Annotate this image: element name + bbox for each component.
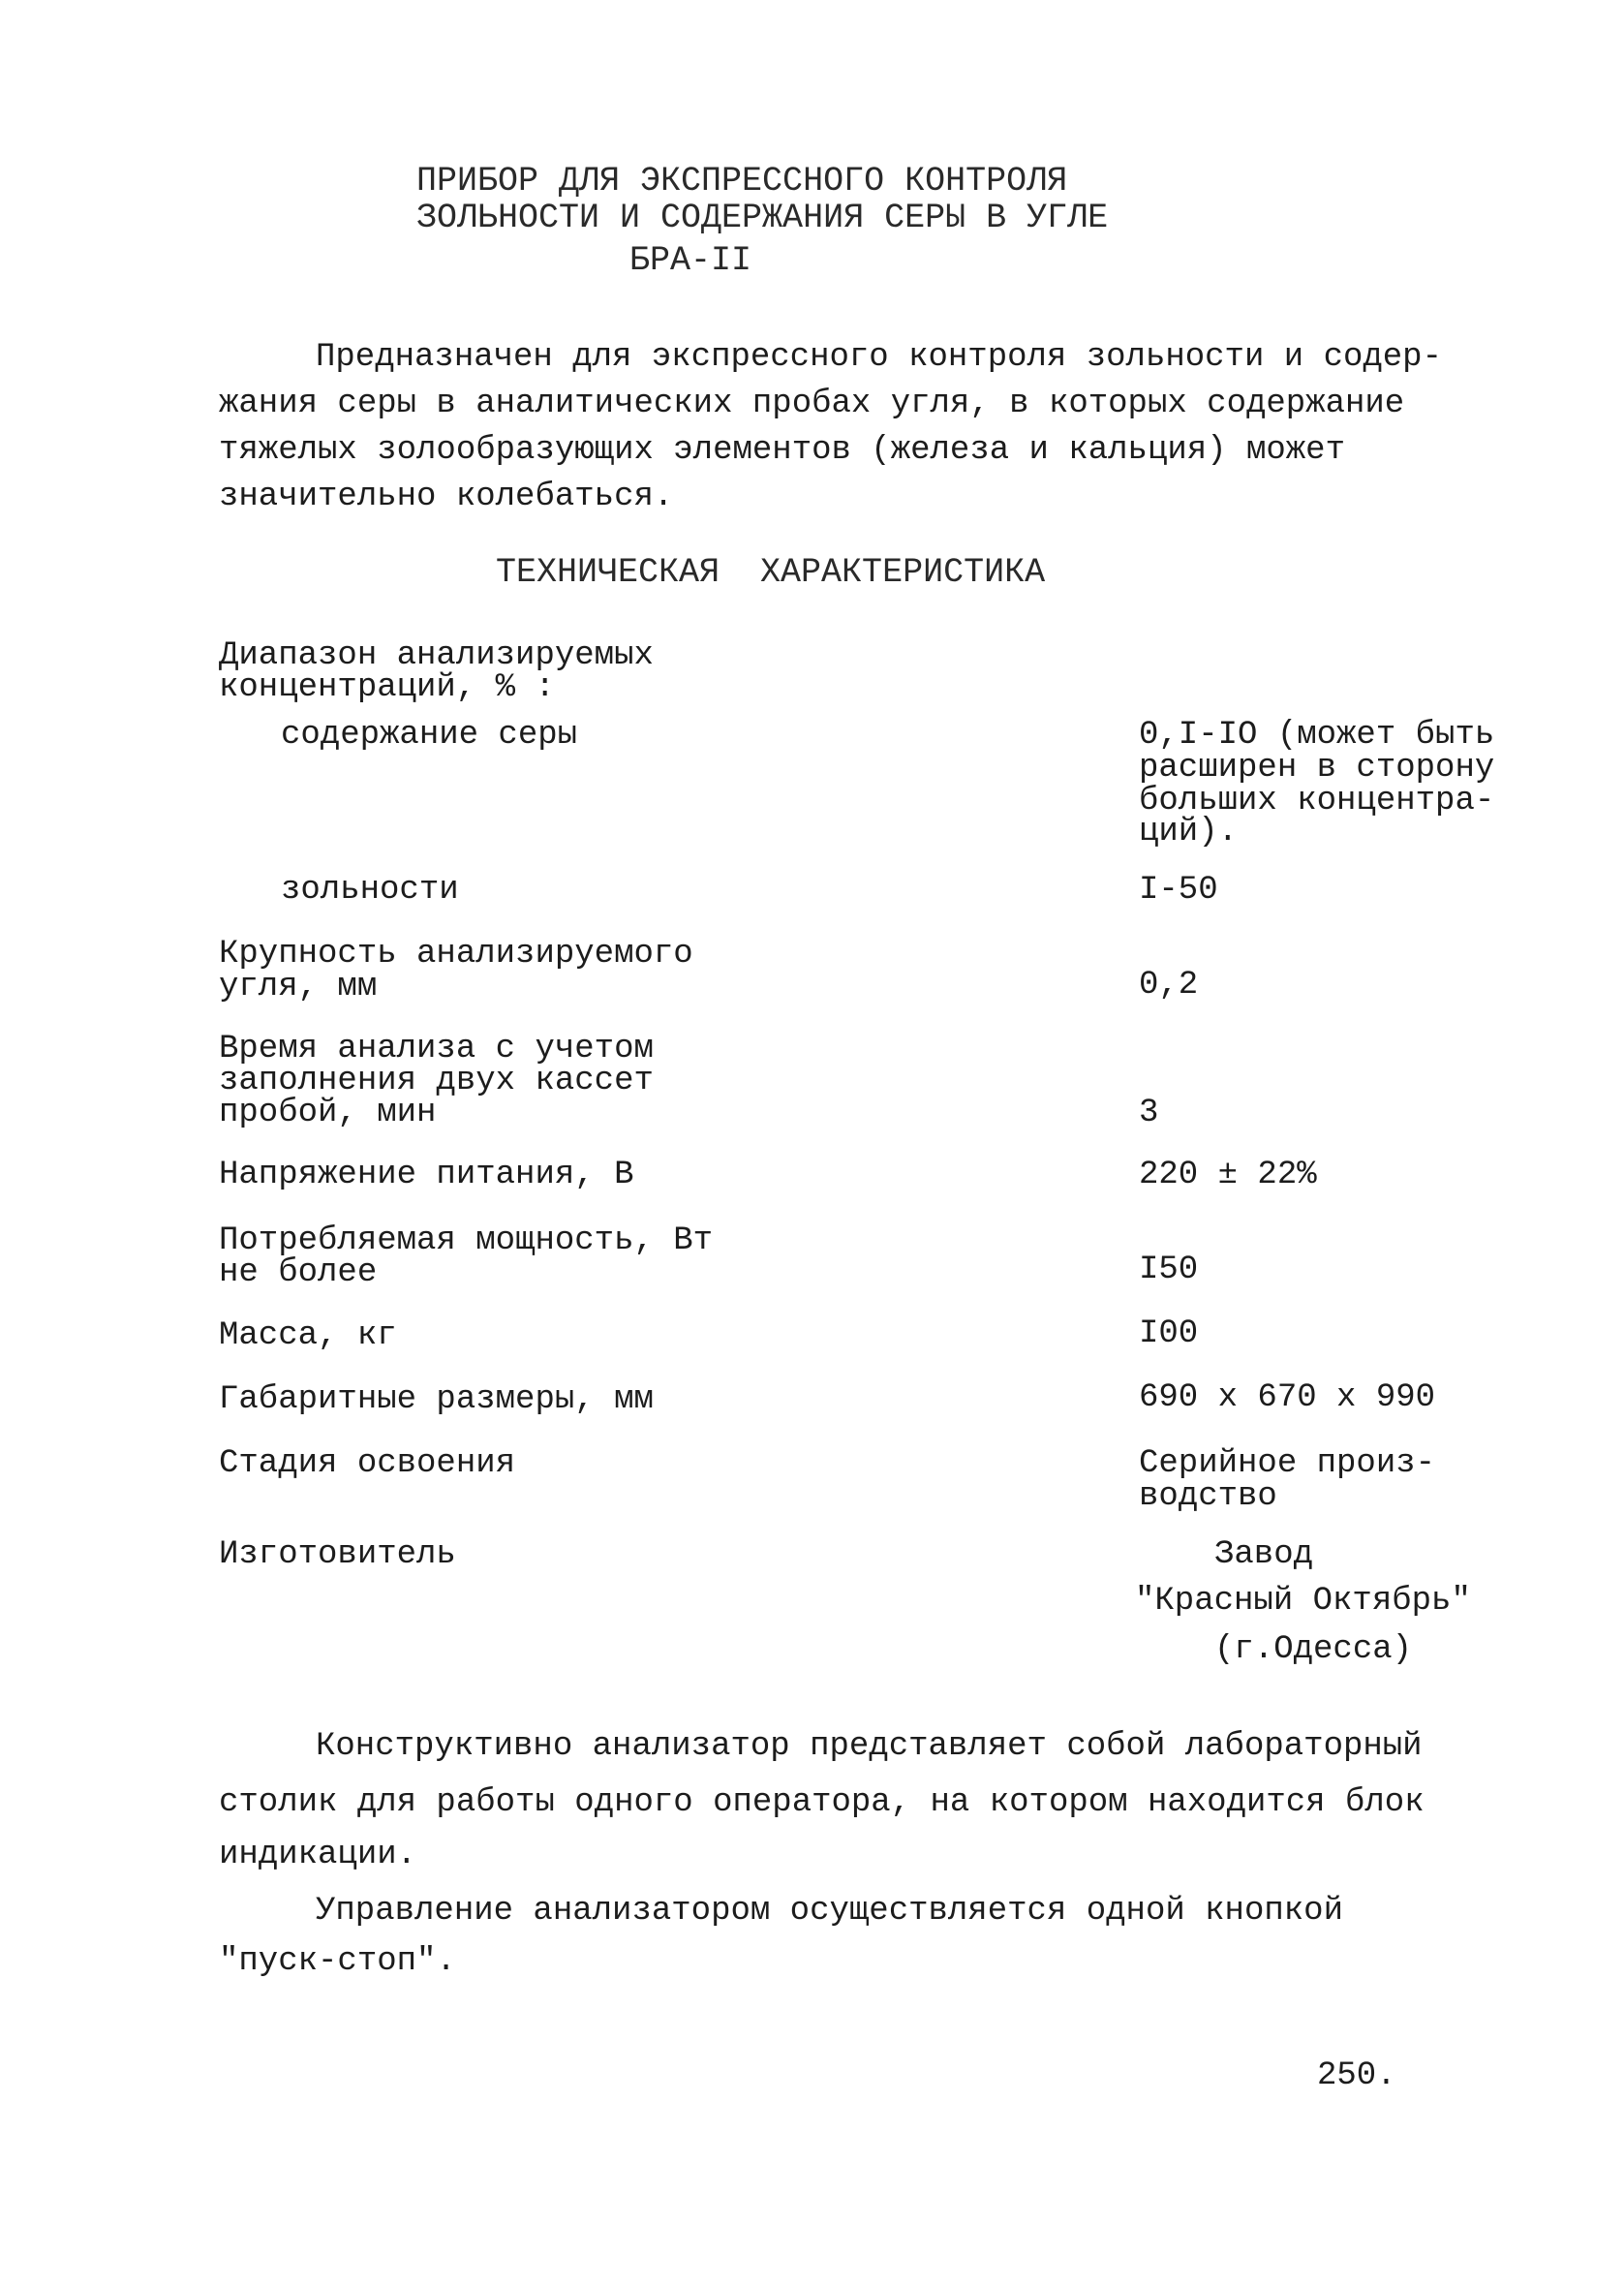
dims-label: Габаритные размеры, мм <box>219 1381 654 1418</box>
title-line-2: ЗОЛЬНОСТИ И СОДЕРЖАНИЯ СЕРЫ В УГЛЕ <box>416 199 1109 237</box>
design-line-3: индикации. <box>219 1837 417 1873</box>
intro-line-3: тяжелых золообразующих элементов (железа и кальция) может <box>219 432 1345 469</box>
ash-label: зольности <box>281 872 459 909</box>
power-label-1: Потребляемая мощность, Вт <box>219 1222 714 1259</box>
time-label-2: заполнения двух кассет <box>219 1063 654 1099</box>
time-label-3: пробой, мин <box>219 1095 437 1131</box>
dims-value: 690 x 670 x 990 <box>1139 1379 1436 1416</box>
sulfur-value-4: ций). <box>1139 814 1239 850</box>
power-value: I50 <box>1139 1252 1199 1288</box>
sulfur-value-2: расширен в сторону <box>1139 750 1495 787</box>
intro-line-4: значительно колебаться. <box>219 479 674 515</box>
time-label-1: Время анализа с учетом <box>219 1031 654 1067</box>
size-value: 0,2 <box>1139 967 1199 1004</box>
maker-value-3: (г.Одесса) <box>1214 1631 1413 1668</box>
title-line-3: БРА-II <box>629 241 752 280</box>
sulfur-value-1: 0,I-IO (может быть <box>1139 717 1495 754</box>
ash-value: I-50 <box>1139 872 1218 909</box>
intro-line-2: жания серы в аналитических пробах угля, в которых содержание <box>219 386 1405 422</box>
maker-label: Изготовитель <box>219 1536 456 1573</box>
sulfur-value-3: больших концентра- <box>1139 783 1495 819</box>
size-label-1: Крупность анализируемого <box>219 936 693 973</box>
stage-label: Стадия освоения <box>219 1445 516 1482</box>
voltage-label: Напряжение питания, В <box>219 1157 634 1193</box>
time-value: 3 <box>1139 1095 1159 1131</box>
mass-label: Масса, кг <box>219 1317 397 1354</box>
intro-line-1: Предназначен для экспрессного контроля зольности и содер- <box>316 339 1442 376</box>
spec-heading: ТЕХНИЧЕСКАЯ ХАРАКТЕРИСТИКА <box>496 553 1046 592</box>
voltage-value: 220 ± 22% <box>1139 1157 1317 1193</box>
stage-value-2: водство <box>1139 1478 1277 1515</box>
design-line-2: столик для работы одного оператора, на котором находится блок <box>219 1784 1425 1821</box>
maker-value-1: Завод <box>1214 1536 1314 1573</box>
range-label-1: Диапазон анализируемых <box>219 637 654 674</box>
maker-value-2: "Красный Октябрь" <box>1135 1583 1471 1620</box>
page-number: 250. <box>1317 2057 1396 2094</box>
sulfur-label: содержание серы <box>281 717 578 754</box>
size-label-2: угля, мм <box>219 969 378 1005</box>
stage-value-1: Серийное произ- <box>1139 1445 1436 1482</box>
design-line-1: Конструктивно анализатор представляет собой лабораторный <box>316 1728 1423 1765</box>
power-label-2: не более <box>219 1254 378 1291</box>
mass-value: I00 <box>1139 1315 1199 1352</box>
title-line-1: ПРИБОР ДЛЯ ЭКСПРЕССНОГО КОНТРОЛЯ <box>416 162 1068 201</box>
range-label-2: концентраций, % : <box>219 669 555 706</box>
control-line-2: "пуск-стоп". <box>219 1943 456 1980</box>
control-line-1: Управление анализатором осуществляется одной кнопкой <box>316 1893 1343 1930</box>
